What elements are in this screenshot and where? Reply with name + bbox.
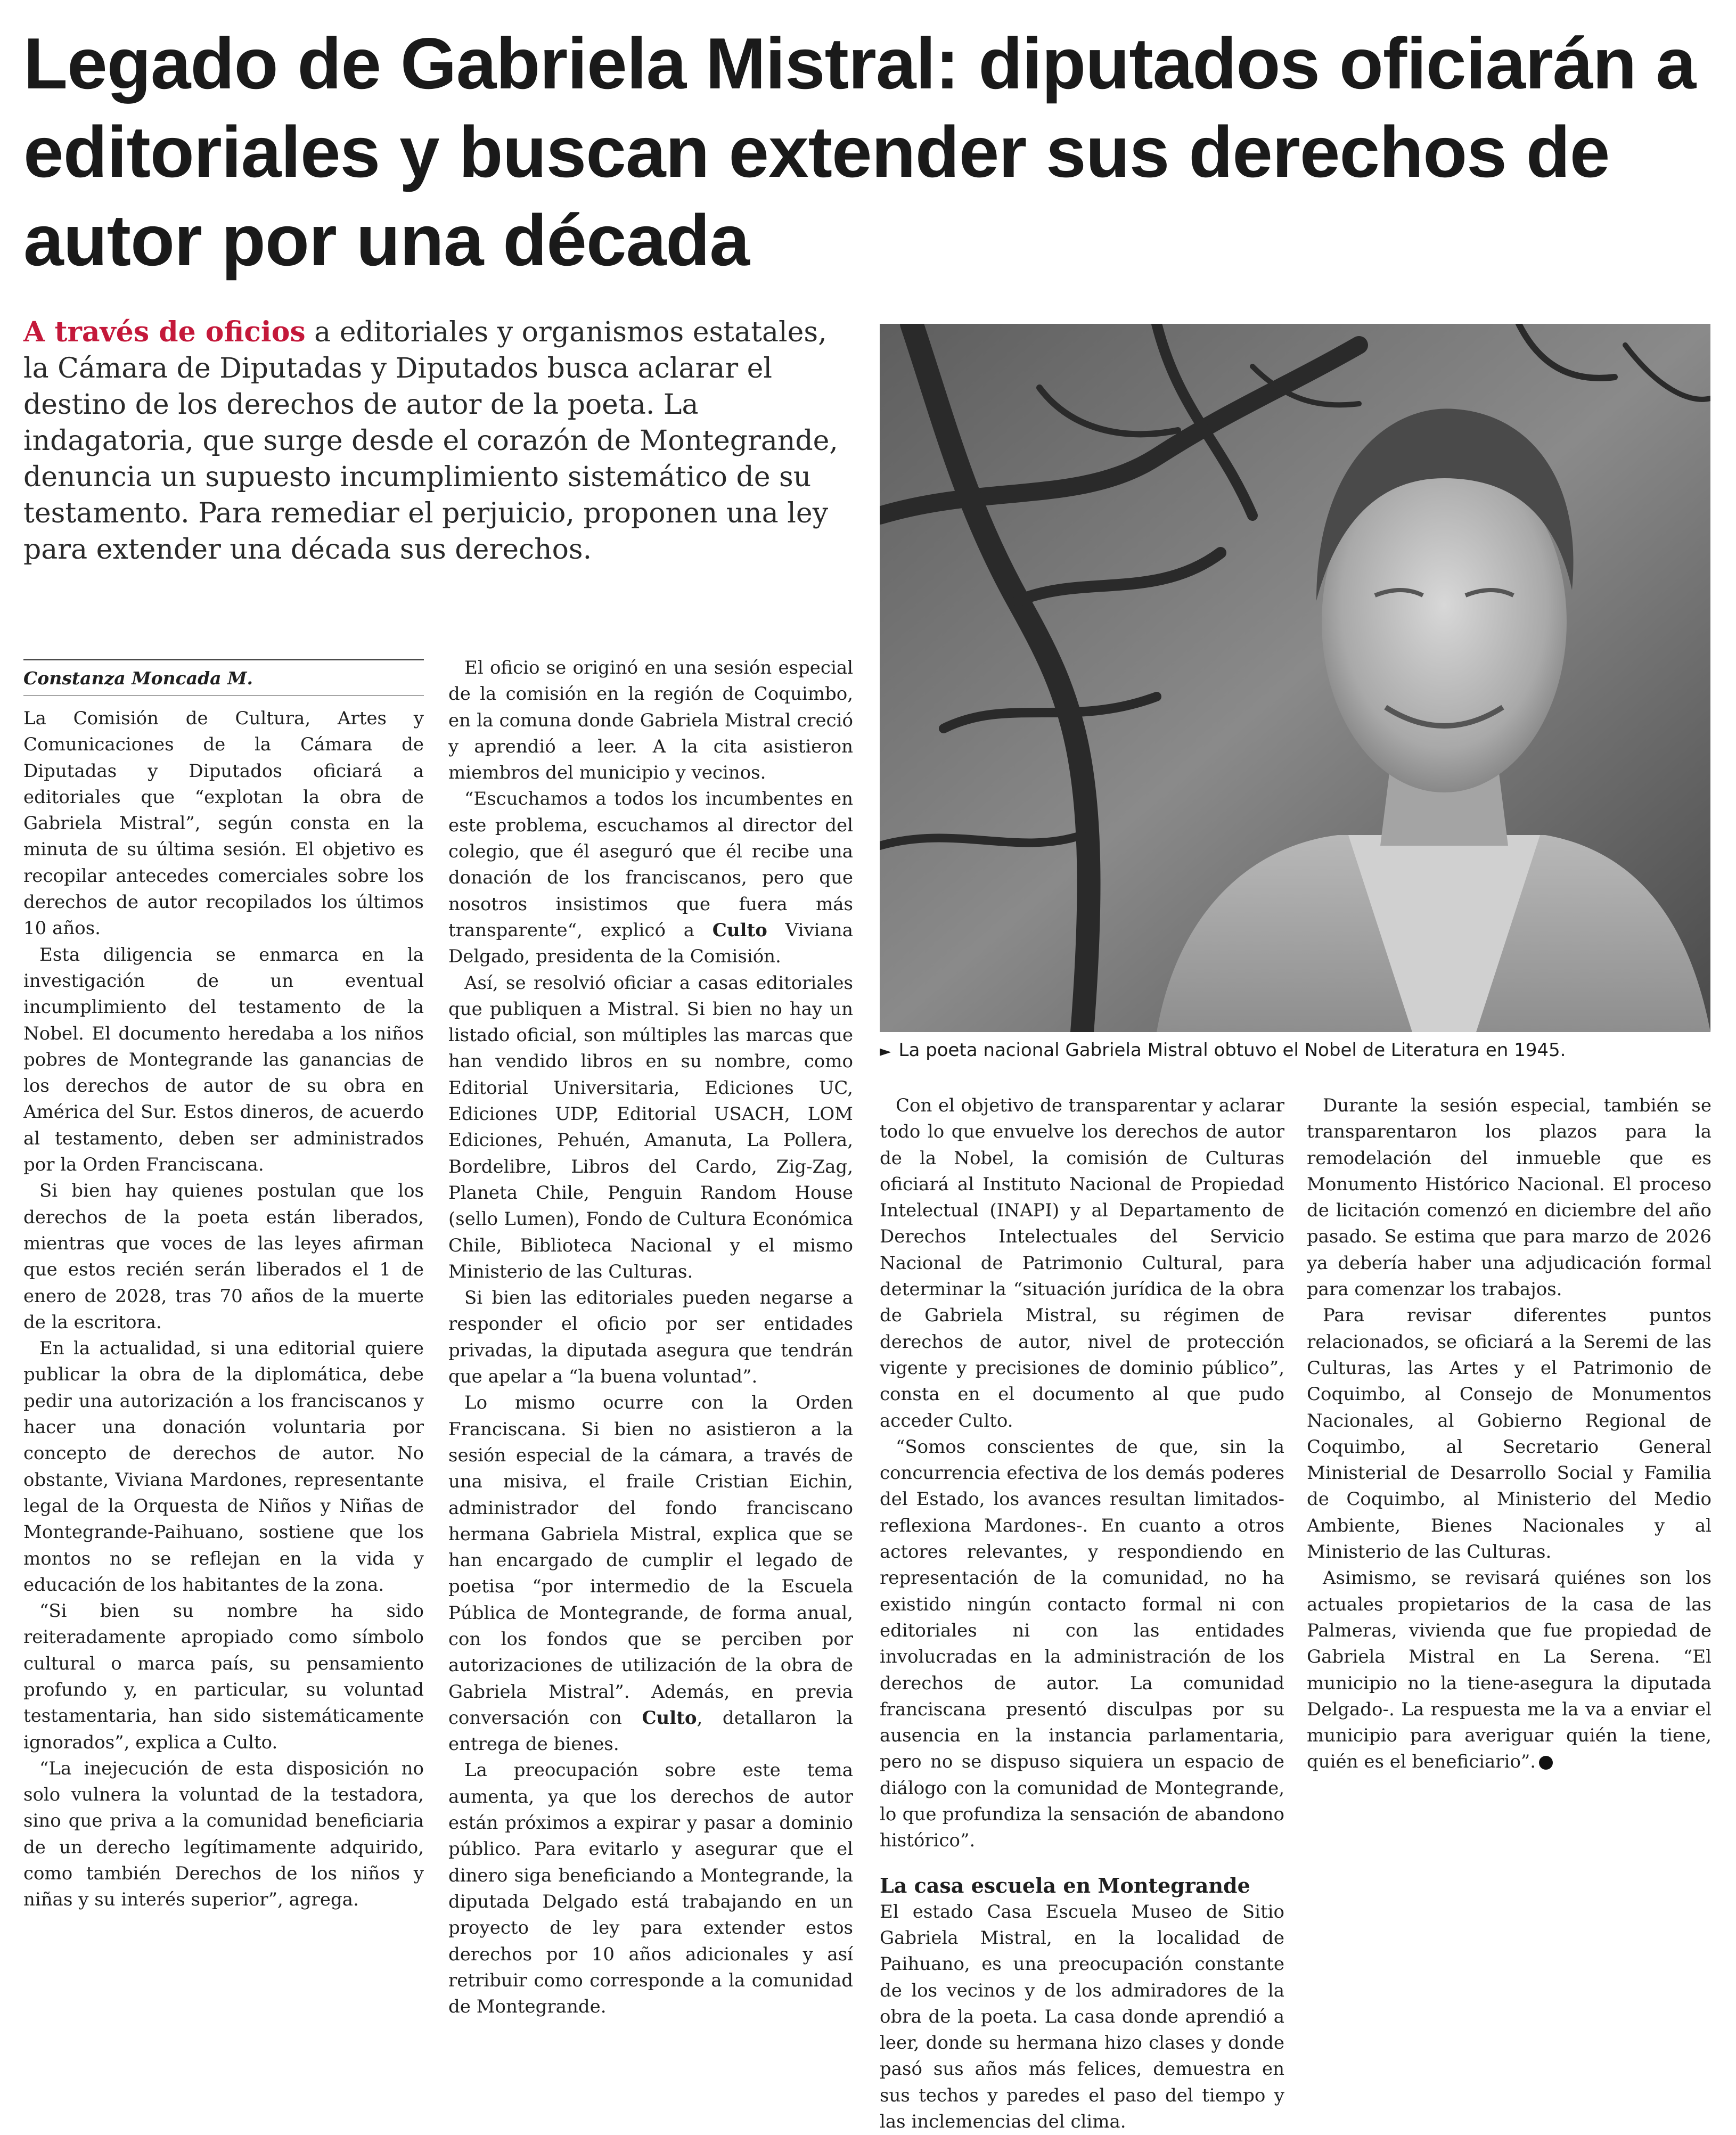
body-paragraph: En la actualidad, si una editorial quiere publicar la obra de la diplomática, debe pedir una autorización a los franciscanos y hacer una donación voluntaria por concepto de derechos de autor. No obstante, Viviana Mardones, representante legal de la Orquesta de Niños y Niñas de Montegrande-Paihuano, sostiene que los montos no se reflejan en la vida y educación de los habitantes de la zona. — [23, 1338, 424, 1596]
body-paragraph — [448, 1390, 853, 1757]
caption-text: La poeta nacional Gabriela Mistral obtuvo el Nobel de Literatura en 1945. — [898, 1040, 1566, 1061]
body-paragraph: La preocupación sobre este tema aumenta, ya que los derechos de autor están próximos a expirar y pasar a dominio público. Para evitarlo y asegurar que el dinero siga beneficiando a Montegrande, la diputada Delgado está trabajando en un proyecto de ley para extender estos derechos por 10 años adicionales y así retribuir como corresponde a la comunidad de Montegrande. — [448, 1760, 853, 2018]
body-column-2 — [448, 655, 853, 2020]
body-paragraph: Así, se resolvió oficiar a casas editoriales que publiquen a Mistral. Si bien no hay un listado oficial, son múltiples las marcas que han vendido libros en su nombre, como Editorial Universitaria, Ediciones UC, Ediciones UDP, Editorial USACH, LOM Ediciones, Pehuén, Amanuta, La Pollera, Bordelibre, Libros del Cardo, Zig-Zag, Planeta Chile, Penguin Random House (sello Lumen), Fondo de Cultura Económica Chile, Biblioteca Nacional y el mismo Ministerio de las Culturas. — [448, 972, 853, 1282]
brand-culto: Culto — [712, 919, 767, 941]
body-paragraph: Si bien las editoriales pueden negarse a responder el oficio por ser entidades privadas, la diputada asegura que tendrán que apelar a “la buena voluntad”. — [448, 1287, 853, 1388]
caption-triangle-icon: ► — [880, 1042, 891, 1060]
end-mark-icon — [1539, 1756, 1553, 1770]
body-paragraph — [448, 786, 853, 970]
body-paragraph: Si bien hay quienes postulan que los derechos de la poeta están liberados, mientras que voces de las leyes afirman que estos recién serán liberados el 1 de enero de 2028, tras 70 años de la muerte de la escritora. — [23, 1180, 424, 1333]
body-paragraph: El estado Casa Escuela Museo de Sitio Gabriela Mistral, en la localidad de Paihuano, es una preocupación constante de los vecinos y de los admiradores de la obra de la poeta. La casa donde aprendió a leer, donde su hermana hizo clases y donde pasó sus años más felices, demuestra en sus techos y paredes el paso del tiempo y las inclemencias del clima. — [880, 1901, 1284, 2132]
byline: Constanza Moncada M. — [23, 659, 424, 696]
lead-kicker: A través de oficios — [23, 316, 306, 348]
body-column-3 — [880, 1093, 1284, 2135]
body-text: Asimismo, se revisará quiénes son los actuales propietarios de la casa de las Palmeras, vivienda que fue propiedad de Gabriela Mistral en La Serena. “El municipio no la tiene-asegura la diputada Delgado-. La respuesta me la va a enviar el municipio para averiguar quién la tiene, quién es el beneficiario”. — [1307, 1567, 1712, 1773]
body-text: “Escuchamos a todos los incumbentes en este problema, escuchamos al director del colegio, que él aseguró que él recibe una donación de los franciscanos, pero que nosotros insistimos que fuera más transparente“, explicó a — [448, 788, 853, 941]
body-paragraph: La Comisión de Cultura, Artes y Comunicaciones de la Cámara de Diputadas y Diputados oficiará a editoriales que “explotan la obra de Gabriela Mistral”, según consta en la minuta de su última sesión. El objetivo es recopilar antecedes comerciales sobre los derechos de autor recopilados los últimos 10 años. — [23, 708, 424, 939]
body-paragraph: Para revisar diferentes puntos relacionados, se oficiará a la Seremi de las Culturas, las Artes y el Patrimonio de Coquimbo, al Consejo de Monumentos Nacionales, al Gobierno Regional de Coquimbo, al Secretario General Ministerial de Desarrollo Social y Familia de Coquimbo, al Ministerio del Medio Ambiente, Bienes Nacionales y al Ministerio de las Culturas. — [1307, 1305, 1712, 1563]
body-text: Viviana Delgado, presidenta de la Comisión. — [448, 919, 853, 968]
body-paragraph: “La inejecución de esta disposición no solo vulnera la voluntad de la testadora, sino que priva a la comunidad beneficiaria de un derecho legítimamente adquirido, como también Derechos de los niños y niñas y su interés superior”, agrega. — [23, 1757, 424, 1911]
lead-text: a editoriales y organismos estatales, la Cámara de Diputadas y Diputados busca aclarar el destino de los derechos de autor de la poeta. La indagatoria, que surge desde el corazón de Montegrande, denuncia un supuesto incumplimiento sistemático de su testamento. Para remediar el perjuicio, proponen una ley para extender una década sus derechos. — [23, 316, 838, 566]
body-column-1 — [23, 659, 424, 1913]
body-column-4 — [1307, 1093, 1712, 1776]
body-paragraph: “Si bien su nombre ha sido reiteradamente apropiado como símbolo cultural o marca país, su pensamiento profundo y, en particular, su voluntad testamentaria, han sido sistemáticamente ignorados”, explica a Culto. — [23, 1600, 424, 1753]
section-subhead: La casa escuela en Montegrande — [880, 1873, 1250, 1897]
photo-caption — [880, 1038, 1710, 1063]
body-paragraph — [1307, 1565, 1712, 1775]
brand-culto: Culto — [642, 1707, 697, 1729]
body-text: , detallaron la entrega de bienes. — [448, 1707, 853, 1755]
body-text: Lo mismo ocurre con la Orden Franciscana. Si bien no asistieron a la sesión especial de la cámara, a través de una misiva, el fraile Cristian Eichin, administrador del fondo franciscano hermana Gabriela Mistral, explica que se han encargado de cumplir el legado de poetisa “por intermedio de la Escuela Pública de Montegrande, de forma anual, con los fondos que se perciben por autorizaciones de utilización de la obra de Gabriela Mistral”. Además, en previa conversación con — [448, 1392, 853, 1729]
headline: Legado de Gabriela Mistral: diputados oficiarán a editoriales y buscan extender sus derechos de autor por una década — [23, 23, 1696, 281]
portrait-photo — [880, 324, 1710, 1032]
body-paragraph: Con el objetivo de transparentar y aclarar todo lo que envuelve los derechos de autor de la Nobel, la comisión de Culturas oficiará al Instituto Nacional de Propiedad Intelectual (INAPI) y al Departamento de Derechos Intelectuales del Servicio Nacional de Patrimonio Cultural, para determinar la “situación jurídica de la obra de Gabriela Mistral, su régimen de derechos de autor, nivel de protección vigente y precisiones de dominio público”, consta en el documento al que pudo acceder Culto. — [880, 1095, 1284, 1431]
lead-paragraph — [23, 314, 849, 568]
body-paragraph: El oficio se originó en una sesión especial de la comisión en la región de Coquimbo, en la comuna donde Gabriela Mistral creció y aprendió a leer. A la cita asistieron miembros del municipio y vecinos. — [448, 657, 853, 784]
body-paragraph: Durante la sesión especial, también se transparentaron los plazos para la remodelación del inmueble que es Monumento Histórico Nacional. El proceso de licitación comenzó en diciembre del año pasado. Se estima que para marzo de 2026 ya debería haber una adjudicación formal para comenzar los trabajos. — [1307, 1095, 1712, 1300]
body-paragraph: “Somos conscientes de que, sin la concurrencia efectiva de los demás poderes del Estado, los avances resultan limitados-reflexiona Mardones-. En cuanto a otros actores relevantes, y respondiendo en representación de la comunidad, no ha existido ningún contacto formal ni con editoriales ni con las entidades involucradas en la administración de los derechos de autor. La comunidad franciscana presentó disculpas por su ausencia en la instancia parlamentaria, pero no se dispuso siquiera un espacio de diálogo con la comunidad de Montegrande, lo que profundiza la sensación de abandono histórico”. — [880, 1436, 1284, 1852]
body-paragraph: Esta diligencia se enmarca en la investigación de un eventual incumplimiento del testamento de la Nobel. El documento heredaba a los niños pobres de Montegrande las ganancias de los derechos de autor de su obra en América del Sur. Estos dineros, de acuerdo al testamento, deben ser administrados por la Orden Franciscana. — [23, 944, 424, 1176]
